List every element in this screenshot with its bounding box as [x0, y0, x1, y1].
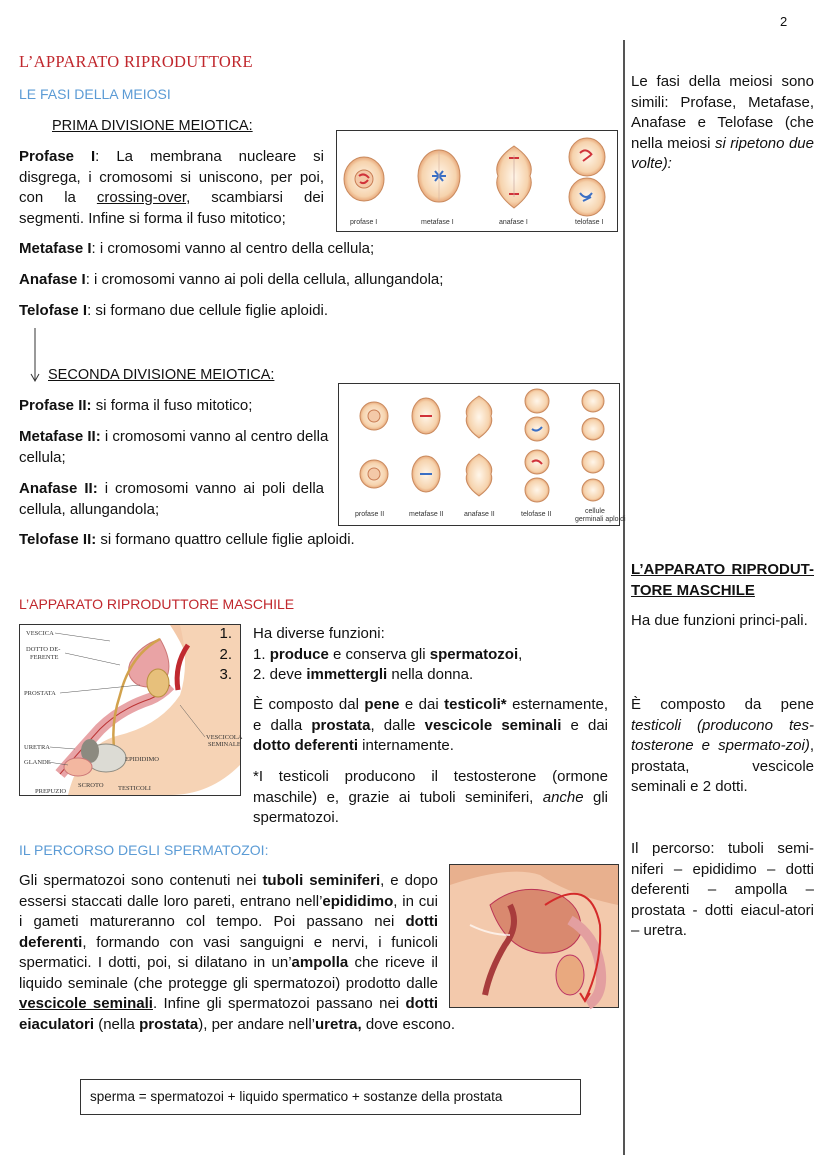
fig-label-scroto: SCROTO — [78, 782, 104, 789]
comp-d: , dalle — [370, 716, 425, 734]
fig-label-testicoli: TESTICOLI — [118, 785, 151, 792]
comp-dotto: dotto deferenti — [253, 737, 358, 754]
comp-b: e dai — [399, 696, 445, 713]
side-note-meiosis — [631, 72, 814, 175]
item2-text: nella donna. — [387, 666, 474, 683]
note-a: *I testicoli producono il testosterone (ormone maschile) e, grazie ai tuboli seminiferi, — [253, 768, 608, 806]
profase2-line — [19, 396, 252, 417]
item1-text: e conserva gli — [328, 645, 430, 663]
p-d: , formando con vasi sanguigni e nervi, i funicoli spermatici. I dotti, poi, si dilatano in un’ — [19, 933, 438, 971]
metafase2-term: Metafase II: — [19, 428, 101, 445]
telofase1-term: Telofase I — [19, 302, 88, 319]
testicoli-note — [253, 767, 608, 829]
sperm-path-paragraph — [19, 871, 608, 1035]
sperma-formula-box: sperma = spermatozoi + liquido spermatico + sostanze della prostata — [80, 1079, 581, 1115]
comp-a: È composto dal — [253, 696, 365, 713]
fig2-label-germinali: germinali aploidi — [575, 516, 626, 523]
profase1-paragraph — [19, 147, 324, 229]
item1-produce: produce — [269, 645, 329, 663]
male-functions-block — [253, 624, 608, 686]
telofase1-text: : si formano due cellule figlie aploidi. — [87, 302, 329, 319]
fig-label-ferente: FERENTE — [30, 654, 59, 661]
note-b: gli spermatozoi. — [253, 788, 608, 826]
list-number-3: 3. — [219, 666, 232, 683]
profase1-text-b: , scambiarsi dei segmenti. Infine si forma il fuso mitotico; — [19, 189, 324, 227]
side-note-functions: Ha due funzioni princi-pali. — [631, 612, 808, 629]
figure-list-numbers — [214, 624, 232, 686]
p-c: , in cui i gameti matureranno col tempo. Poi passano nei — [19, 892, 438, 930]
fig-label-epididimo: EPIDIDIMO — [125, 756, 159, 763]
p-f: . Infine gli spermatozoi passano nei — [152, 995, 406, 1012]
fig-label-vescicola: VESCICOLA — [206, 734, 243, 741]
profase2-text: si forma il fuso mitotico; — [91, 397, 253, 414]
fig-label-vescica: VESCICA — [26, 630, 54, 637]
item2-immettergli: immettergli — [306, 666, 388, 683]
fig2-label-telofase: telofase II — [521, 511, 552, 518]
side1-italic: si ripetono due volte — [631, 134, 814, 172]
profase2-term: Profase II: — [19, 397, 92, 414]
function-item-2 — [253, 665, 608, 686]
fig2-label-profase: profase II — [355, 511, 385, 518]
function-item-1 — [253, 645, 608, 666]
telofase2-term: Telofase II: — [19, 531, 97, 548]
metafase1-line — [19, 239, 374, 260]
anafase2-text: i cromosomi vanno ai poli della cellula, allungandola; — [19, 480, 324, 518]
male-composition-paragraph — [253, 695, 608, 757]
p-h: ), per andare nell’ — [198, 1015, 315, 1033]
fig1-label-profase: profase I — [350, 219, 378, 226]
side2-text-b: , prostata, vescicole seminali e 2 dotti. — [631, 737, 814, 795]
side1-text-a: Le fasi della meiosi sono simili: Profase, Metafase, Anafase e Telofase (che nella meiosi — [631, 73, 814, 152]
side-note-composition — [631, 695, 814, 798]
section-heading-meiosi: LE FASI DELLA MEIOSI — [19, 86, 171, 102]
comp-testicoli: testicoli* — [444, 696, 507, 713]
comp-pene: pene — [364, 696, 400, 713]
item1-end: , — [518, 645, 523, 663]
fig2-label-anafase: anafase II — [464, 511, 495, 518]
metafase2-text: i cromosomi vanno al centro della cellula; — [19, 428, 329, 466]
p-epididimo: epididimo — [322, 892, 394, 910]
p-vescicole: vescicole seminali — [19, 995, 153, 1012]
page-title: L’APPARATO RIPRODUTTORE — [19, 52, 253, 71]
float-spacer — [438, 871, 608, 1007]
column-divider — [623, 40, 625, 1155]
anafase2-line — [19, 479, 324, 520]
item2-num: 2. deve — [253, 666, 307, 683]
p-uretra: uretra, — [314, 1015, 362, 1033]
p-prostata: prostata — [139, 1015, 199, 1033]
side2-italic: testicoli (producono tes-tosterone e spermato-zoi) — [631, 716, 814, 754]
telofase1-line — [19, 301, 328, 322]
fig2-label-cellule: cellule — [585, 508, 605, 515]
telofase2-text: si formano quattro cellule figlie aploidi. — [96, 531, 355, 548]
page-number: 2 — [780, 14, 788, 29]
section-heading-male: L’APPARATO RIPRODUTTORE MASCHILE — [19, 596, 295, 612]
telofase2-line — [19, 530, 355, 551]
p-eiac: dotti eiaculatori — [19, 995, 439, 1033]
fig-label-dotto: DOTTO DE- — [26, 646, 61, 653]
fig-label-prepuzio: PREPUZIO — [35, 788, 67, 795]
male-reproductive-figure — [19, 624, 241, 796]
second-division-heading: SECONDA DIVISIONE MEIOTICA: — [48, 367, 275, 383]
comp-e: e dai — [561, 716, 608, 734]
metafase2-line — [19, 427, 329, 468]
anafase1-term: Anafase I — [19, 271, 86, 288]
metafase1-text: : i cromosomi vanno al centro della cellula; — [91, 240, 375, 257]
profase1-text-a: : La membrana nucleare si disgrega, i cromosomi si uniscono, per poi, con la — [19, 148, 324, 206]
p-a: Gli spermatozoi sono contenuti nei — [19, 872, 263, 889]
side-heading-male: L’APPARATO RIPRODUT-TORE MASCHILE — [631, 561, 814, 599]
side2-text-a: È composto da pene — [631, 696, 814, 713]
crossing-over-term: crossing-over — [96, 189, 187, 206]
p-e: che riceve il liquido seminale (che protegge gli spermatozoi) prodotto dalle — [19, 954, 438, 992]
p-i: dove escono. — [361, 1015, 456, 1033]
profase1-term: Profase I — [19, 148, 96, 165]
functions-intro: Ha diverse funzioni: — [253, 625, 385, 642]
down-arrow-icon — [29, 328, 41, 384]
fig-label-seminale: SEMINALE — [208, 741, 241, 748]
fig-label-prostata: PROSTATA — [24, 690, 56, 697]
p-b: , e dopo essersi staccati dalle loro pareti, entrano nell’ — [19, 872, 438, 910]
fig-label-glande: GLANDE — [24, 759, 51, 766]
section-heading-path: IL PERCORSO DEGLI SPERMATOZOI: — [19, 842, 269, 858]
fig-label-uretra: URETRA — [24, 744, 50, 751]
note-italic: anche — [542, 788, 584, 806]
comp-f: internamente. — [358, 737, 454, 754]
fig2-label-metafase: metafase II — [409, 511, 444, 518]
fig1-label-metafase: metafase I — [421, 219, 454, 226]
side1-text-b: ): — [662, 155, 672, 172]
side-note-path: Il percorso: tuboli semi-niferi – epididimo – dotti deferenti – ampolla – prostata - dotti eiacul-atori – uretra. — [631, 840, 814, 939]
fig1-label-telofase: telofase I — [575, 219, 604, 226]
p-ampolla: ampolla — [291, 954, 349, 971]
first-division-heading: PRIMA DIVISIONE MEIOTICA: — [52, 118, 253, 134]
anafase2-term: Anafase II: — [19, 480, 98, 497]
anafase1-text: : i cromosomi vanno ai poli della cellula, allungandola; — [85, 271, 444, 288]
comp-c: esternamente, e dalla — [253, 696, 608, 734]
p-dotti: dotti deferenti — [19, 913, 438, 951]
meiosis-first-division-figure — [336, 130, 618, 232]
item1-num: 1. — [253, 645, 270, 663]
meiosis-second-division-figure — [338, 383, 626, 526]
comp-prostata: prostata — [311, 716, 371, 734]
list-number-2: 2. — [219, 645, 232, 663]
p-g: (nella — [94, 1015, 140, 1033]
fig1-label-anafase: anafase I — [499, 219, 528, 226]
comp-vescicole: vescicole seminali — [424, 716, 562, 734]
item1-spermatozoi: spermatozoi — [429, 645, 519, 663]
anafase1-line — [19, 270, 443, 291]
list-number-1: 1. — [219, 625, 232, 642]
p-tuboli: tuboli seminiferi — [262, 872, 381, 889]
metafase1-term: Metafase I — [19, 240, 92, 257]
